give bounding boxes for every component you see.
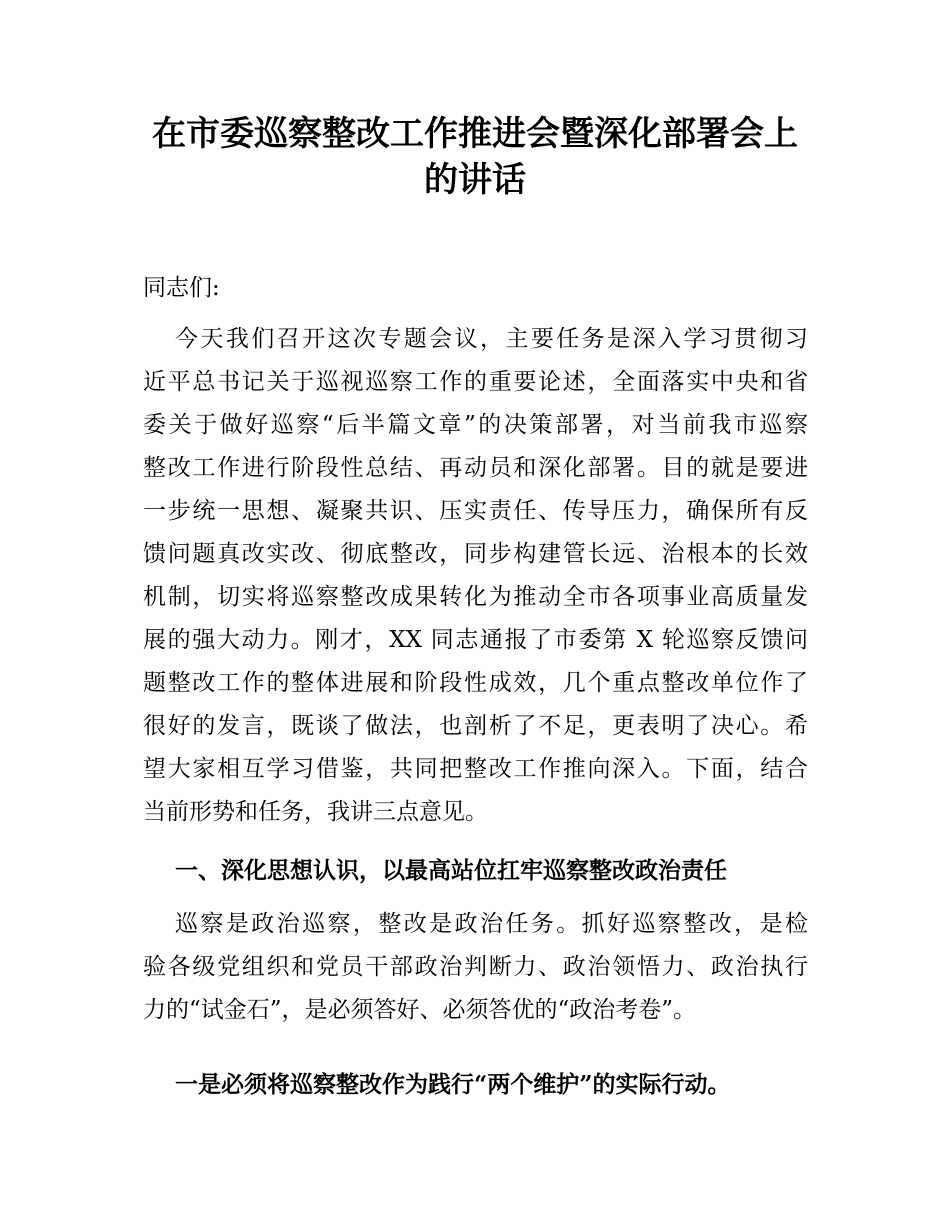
- text-line: 一步统一思想、凝聚共识、压实责任、传导压力，确保所有反: [143, 498, 808, 524]
- salutation: 同志们:: [143, 275, 220, 301]
- text-line: 今天我们召开这次专题会议，主要任务是深入学习贯彻习: [175, 326, 808, 352]
- text-line: 委关于做好巡察“后半篇文章”的决策部署，对当前我市巡察: [143, 412, 808, 438]
- text-line: 望大家相互学习借鉴，共同把整改工作推向深入。下面，结合: [143, 756, 808, 782]
- title-line: 在市委巡察整改工作推进会暨深化部署会上: [152, 114, 798, 154]
- text-line: 力的“试金石”，是必须答好、必须答优的“政治考卷”。: [143, 997, 697, 1023]
- sub-heading: 一是必须将巡察整改作为践行“两个维护”的实际行动。: [175, 1071, 731, 1098]
- text-line: 馈问题真改实改、彻底整改，同步构建管长远、治根本的长效: [143, 541, 808, 567]
- text-line: 机制，切实将巡察整改成果转化为推动全市各项事业高质量发: [143, 584, 808, 610]
- text-line: 展的强大动力。刚才，XX 同志通报了市委第 X 轮巡察反馈问: [143, 627, 808, 653]
- text-line: 当前形势和任务，我讲三点意见。: [143, 799, 488, 825]
- text-line: 题整改工作的整体进展和阶段性成效，几个重点整改单位作了: [143, 670, 808, 696]
- section-heading: 一、深化思想认识，以最高站位扛牢巡察整改政治责任: [175, 857, 727, 884]
- text-line: 验各级党组织和党员干部政治判断力、政治领悟力、政治执行: [143, 954, 808, 980]
- text-line: 很好的发言，既谈了做法，也剖析了不足，更表明了决心。希: [143, 713, 808, 739]
- title-line: 的讲话: [424, 160, 526, 200]
- text-line: 巡察是政治巡察，整改是政治任务。抓好巡察整改，是检: [175, 911, 808, 937]
- text-line: 整改工作进行阶段性总结、再动员和深化部署。目的就是要进: [143, 455, 808, 481]
- text-line: 近平总书记关于巡视巡察工作的重要论述，全面落实中央和省: [143, 369, 808, 395]
